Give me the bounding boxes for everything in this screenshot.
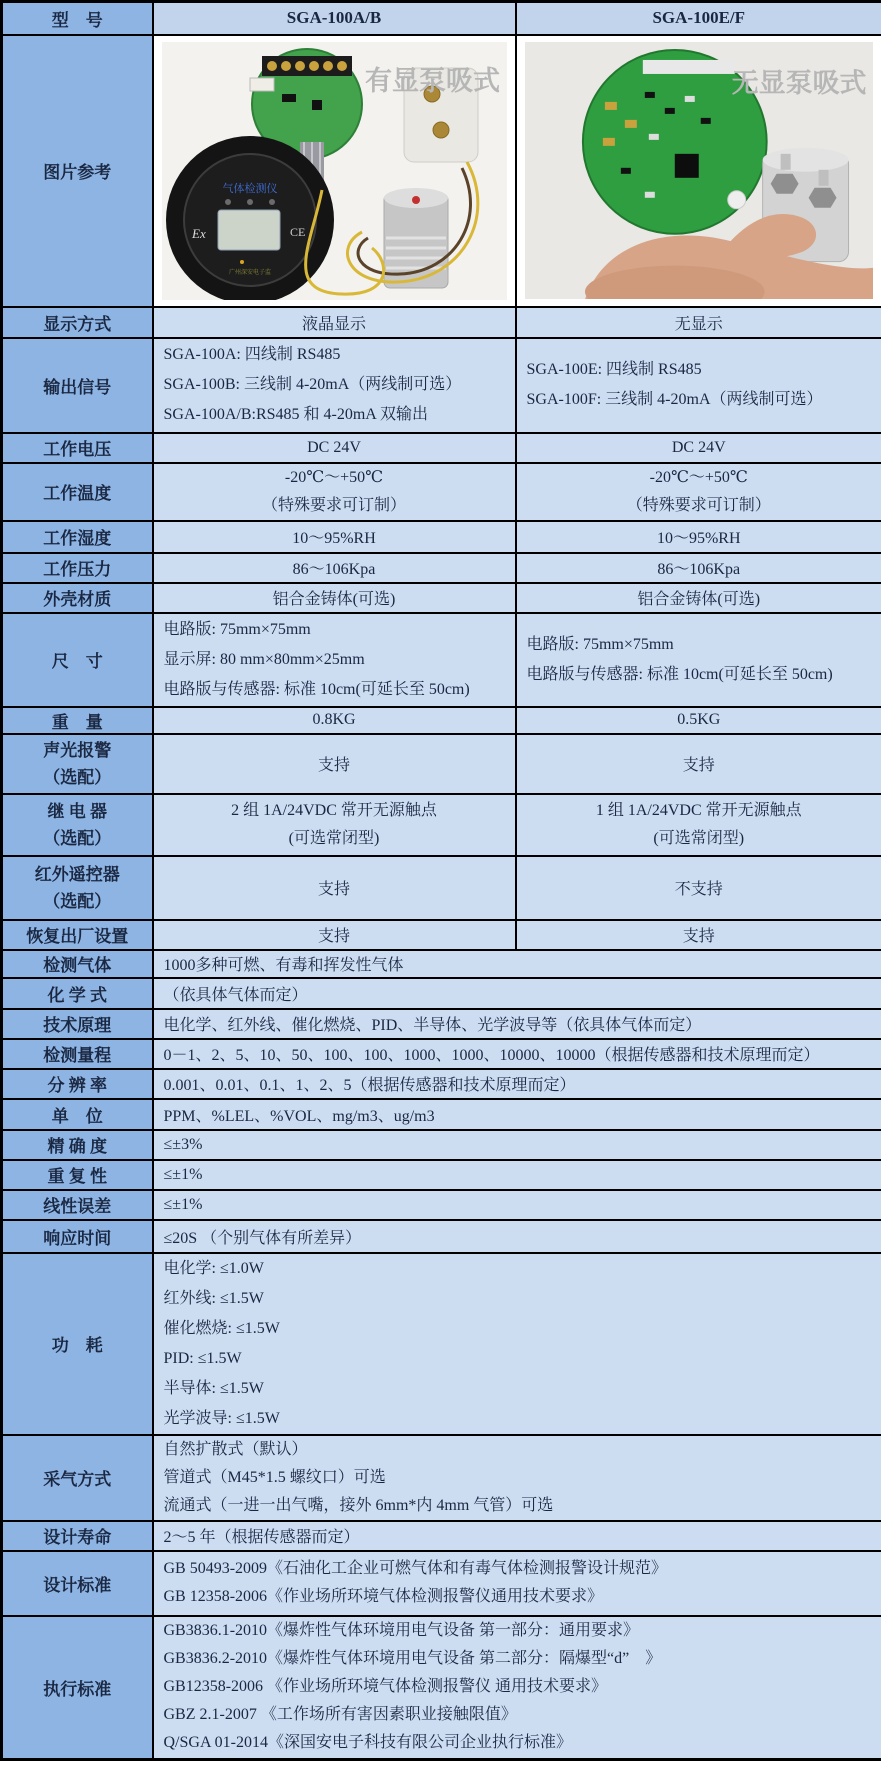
- row-label-line: （选配）: [43, 767, 112, 787]
- value-line: 半导体: ≤1.5W: [163, 1379, 264, 1397]
- product-photo-a-cell: [153, 35, 516, 307]
- row-label: 检测量程: [2, 1039, 153, 1069]
- value-cell-b: [516, 613, 881, 707]
- image-row: [2, 35, 881, 307]
- row-label-line: （选配）: [43, 891, 112, 911]
- merged-value-cell: ≤20S （个别气体有所差异）: [153, 1220, 881, 1253]
- row-label: [2, 794, 153, 856]
- value-cell-b: 86～106Kpa: [516, 553, 881, 583]
- value-line: SGA-100A: 四线制 RS485: [163, 346, 341, 363]
- value-line: 自然扩散式（默认）: [163, 1440, 308, 1458]
- merged-value-cell: 1000多种可燃、有毒和挥发性气体: [153, 950, 881, 978]
- row-label: 技术原理: [2, 1009, 153, 1039]
- row-label: 输出信号: [2, 338, 153, 433]
- row-label: 功 耗: [2, 1253, 153, 1435]
- value-line: GB 12358-2006《作业场所环境气体检测报警仪通用技术要求》: [163, 1588, 604, 1605]
- value-cell-b: [516, 794, 881, 856]
- row-label: 显示方式: [2, 307, 153, 338]
- value-line: 电化学: ≤1.0W: [163, 1259, 264, 1277]
- row-weight: [2, 707, 881, 734]
- value-cell-a: 液晶显示: [153, 307, 516, 338]
- row-label: 工作温度: [2, 463, 153, 521]
- row-label: 精 确 度: [2, 1130, 153, 1160]
- row-lifespan: [2, 1521, 881, 1551]
- value-line: GBZ 2.1-2007 《工作场所有害因素职业接触限值》: [163, 1706, 517, 1724]
- row-power: [2, 1253, 881, 1435]
- row-label: 工作压力: [2, 553, 153, 583]
- value-line: (可选常闭型): [288, 829, 380, 847]
- row-label: 分 辨 率: [2, 1069, 153, 1099]
- merged-value-cell: 0－1、2、5、10、50、100、100、1000、1000、10000、10000（根据传感器和技术原理而定）: [153, 1039, 881, 1069]
- value-cell-a: [153, 338, 516, 433]
- value-cell-b: [516, 338, 881, 433]
- row-temperature: [2, 463, 881, 521]
- merged-value-cell: 电化学、红外线、催化燃烧、PID、半导体、光学波导等（依具体气体而定）: [153, 1009, 881, 1039]
- value-line: 电路版: 75mm×75mm: [163, 620, 311, 638]
- value-line: GB12358-2006 《作业场所环境气体检测报警仪 通用技术要求》: [163, 1678, 608, 1696]
- merged-value-cell: （依具体气体而定）: [153, 978, 881, 1009]
- value-line: 电路版: 75mm×75mm: [526, 635, 674, 653]
- value-line: -20℃～+50℃: [649, 468, 748, 486]
- watermark-text-b: 无显泵吸式: [731, 67, 867, 98]
- row-label: 化 学 式: [2, 978, 153, 1009]
- row-label: 重 量: [2, 707, 153, 734]
- row-accuracy: [2, 1130, 881, 1160]
- value-cell-a: 支持: [153, 734, 516, 794]
- product-photo-b: [525, 42, 874, 300]
- value-cell-b: 无显示: [516, 307, 881, 338]
- value-cell-a: 86～106Kpa: [153, 553, 516, 583]
- row-label: 外壳材质: [2, 583, 153, 613]
- merged-value-cell: 2～5 年（根据传感器而定）: [153, 1521, 881, 1551]
- value-cell-a: 支持: [153, 856, 516, 920]
- merged-value-cell: PPM、%LEL、%VOL、mg/m3、ug/m3: [153, 1099, 881, 1130]
- value-line: 电路版与传感器: 标准 10cm(可延长至 50cm): [163, 680, 470, 698]
- row-design-standard: [2, 1551, 881, 1616]
- row-gases: [2, 950, 881, 978]
- row-label: 单 位: [2, 1099, 153, 1130]
- value-line: （特殊要求可订制）: [626, 496, 771, 514]
- value-cell-a: [153, 463, 516, 521]
- row-resolution: [2, 1069, 881, 1099]
- value-line: 管道式（M45*1.5 螺纹口）可选: [163, 1468, 386, 1486]
- row-housing: [2, 583, 881, 613]
- value-line: GB3836.2-2010《爆炸性气体环境用电气设备 第二部分：隔爆型“d” 》: [163, 1650, 662, 1668]
- value-line: 1 组 1A/24VDC 常开无源触点: [595, 801, 802, 819]
- merged-value-cell: [153, 1253, 881, 1435]
- value-line: 电路版与传感器: 标准 10cm(可延长至 50cm): [526, 665, 833, 683]
- row-formula: [2, 978, 881, 1009]
- row-dimensions: [2, 613, 881, 707]
- row-label: 执行标准: [2, 1616, 153, 1760]
- value-cell-a: DC 24V: [153, 433, 516, 463]
- merged-value-cell: ≤±1%: [153, 1190, 881, 1220]
- product-photo-b-cell: [516, 35, 881, 307]
- value-line: (可选常闭型): [653, 829, 745, 847]
- row-exec-standard: [2, 1616, 881, 1760]
- row-relay: [2, 794, 881, 856]
- row-label: 设计标准: [2, 1551, 153, 1616]
- model-a-header-cell: SGA-100A/B: [153, 2, 516, 35]
- row-label-line: 红外遥控器: [34, 864, 120, 884]
- merged-value-cell: [153, 1435, 881, 1521]
- product-photo-a: [162, 42, 507, 300]
- row-response: [2, 1220, 881, 1253]
- row-humidity: [2, 521, 881, 553]
- row-output-signal: [2, 338, 881, 433]
- value-cell-a: 支持: [153, 920, 516, 950]
- row-display-mode: [2, 307, 881, 338]
- merged-value-cell: ≤±3%: [153, 1130, 881, 1160]
- svg-text:气体检测仪: 气体检测仪: [222, 182, 277, 195]
- value-line: PID: ≤1.5W: [163, 1349, 242, 1367]
- value-cell-b: 支持: [516, 734, 881, 794]
- merged-value-cell: 0.001、0.01、0.1、1、2、5（根据传感器和技术原理而定）: [153, 1069, 881, 1099]
- value-line: -20℃～+50℃: [284, 468, 384, 486]
- row-label: 工作电压: [2, 433, 153, 463]
- row-factory-reset: [2, 920, 881, 950]
- value-line: 流通式（一进一出气嘴，接外 6mm*内 4mm 气管）可选: [163, 1496, 554, 1514]
- value-line: 显示屏: 80 mm×80mm×25mm: [163, 650, 365, 668]
- value-line: GB 50493-2009《石油化工企业可燃气体和有毒气体检测报警设计规范》: [163, 1560, 668, 1577]
- value-cell-b: [516, 463, 881, 521]
- merged-value-cell: [153, 1616, 881, 1760]
- row-unit: [2, 1099, 881, 1130]
- value-line: 2 组 1A/24VDC 常开无源触点: [231, 801, 437, 819]
- merged-value-cell: ≤±1%: [153, 1160, 881, 1190]
- row-label-line: 声光报警: [43, 740, 112, 760]
- row-repeatability: [2, 1160, 881, 1190]
- svg-text:广州深安电子监: 广州深安电子监: [228, 269, 271, 276]
- value-line: 催化燃烧: ≤1.5W: [163, 1319, 280, 1337]
- svg-text:Ex: Ex: [191, 225, 206, 241]
- row-label: 线性误差: [2, 1190, 153, 1220]
- row-voltage: [2, 433, 881, 463]
- value-line: SGA-100B: 三线制 4-20mA（两线制可选）: [163, 376, 462, 393]
- row-label: 设计寿命: [2, 1521, 153, 1551]
- row-range: [2, 1039, 881, 1069]
- row-label: 采气方式: [2, 1435, 153, 1521]
- value-cell-a: 0.8KG: [153, 707, 516, 734]
- row-label-image: 图片参考: [2, 35, 153, 307]
- value-line: 光学波导: ≤1.5W: [163, 1409, 280, 1427]
- watermark-text-a: 有显泵吸式: [364, 65, 500, 96]
- svg-text:CE: CE: [289, 224, 305, 239]
- row-linearity: [2, 1190, 881, 1220]
- row-label: 响应时间: [2, 1220, 153, 1253]
- model-b-header-cell: SGA-100E/F: [516, 2, 881, 35]
- row-label-line: 继 电 器: [47, 801, 107, 821]
- value-cell-b: 不支持: [516, 856, 881, 920]
- row-label: 检测气体: [2, 950, 153, 978]
- row-sampling: [2, 1435, 881, 1521]
- row-label: 重 复 性: [2, 1160, 153, 1190]
- value-cell-a: [153, 794, 516, 856]
- value-cell-b: DC 24V: [516, 433, 881, 463]
- value-cell-b: 0.5KG: [516, 707, 881, 734]
- row-remote: [2, 856, 881, 920]
- value-cell-a: 10～95%RH: [153, 521, 516, 553]
- value-cell-b: 10～95%RH: [516, 521, 881, 553]
- header-row: [2, 2, 881, 35]
- value-line: SGA-100E: 四线制 RS485: [526, 361, 702, 378]
- value-line: SGA-100F: 三线制 4-20mA（两线制可选）: [526, 391, 823, 408]
- row-label: 尺 寸: [2, 613, 153, 707]
- detector-body: [166, 136, 334, 300]
- row-label-line: （选配）: [43, 828, 112, 848]
- merged-value-cell: [153, 1551, 881, 1616]
- model-label-cell: 型 号: [2, 2, 153, 35]
- value-cell-a: [153, 613, 516, 707]
- row-principle: [2, 1009, 881, 1039]
- row-alarm: [2, 734, 881, 794]
- value-line: （特殊要求可订制）: [261, 496, 406, 514]
- row-pressure: [2, 553, 881, 583]
- value-line: SGA-100A/B:RS485 和 4-20mA 双输出: [163, 406, 428, 423]
- value-line: 红外线: ≤1.5W: [163, 1289, 264, 1307]
- value-cell-a: 铝合金铸体(可选): [153, 583, 516, 613]
- row-label: 工作湿度: [2, 521, 153, 553]
- row-label: [2, 734, 153, 794]
- value-line: GB3836.1-2010《爆炸性气体环境用电气设备 第一部分：通用要求》: [163, 1622, 640, 1640]
- value-cell-b: 铝合金铸体(可选): [516, 583, 881, 613]
- row-label: [2, 856, 153, 920]
- row-label: 恢复出厂设置: [2, 920, 153, 950]
- value-line: Q/SGA 01-2014《深国安电子科技有限公司企业执行标准》: [163, 1734, 572, 1752]
- value-cell-b: 支持: [516, 920, 881, 950]
